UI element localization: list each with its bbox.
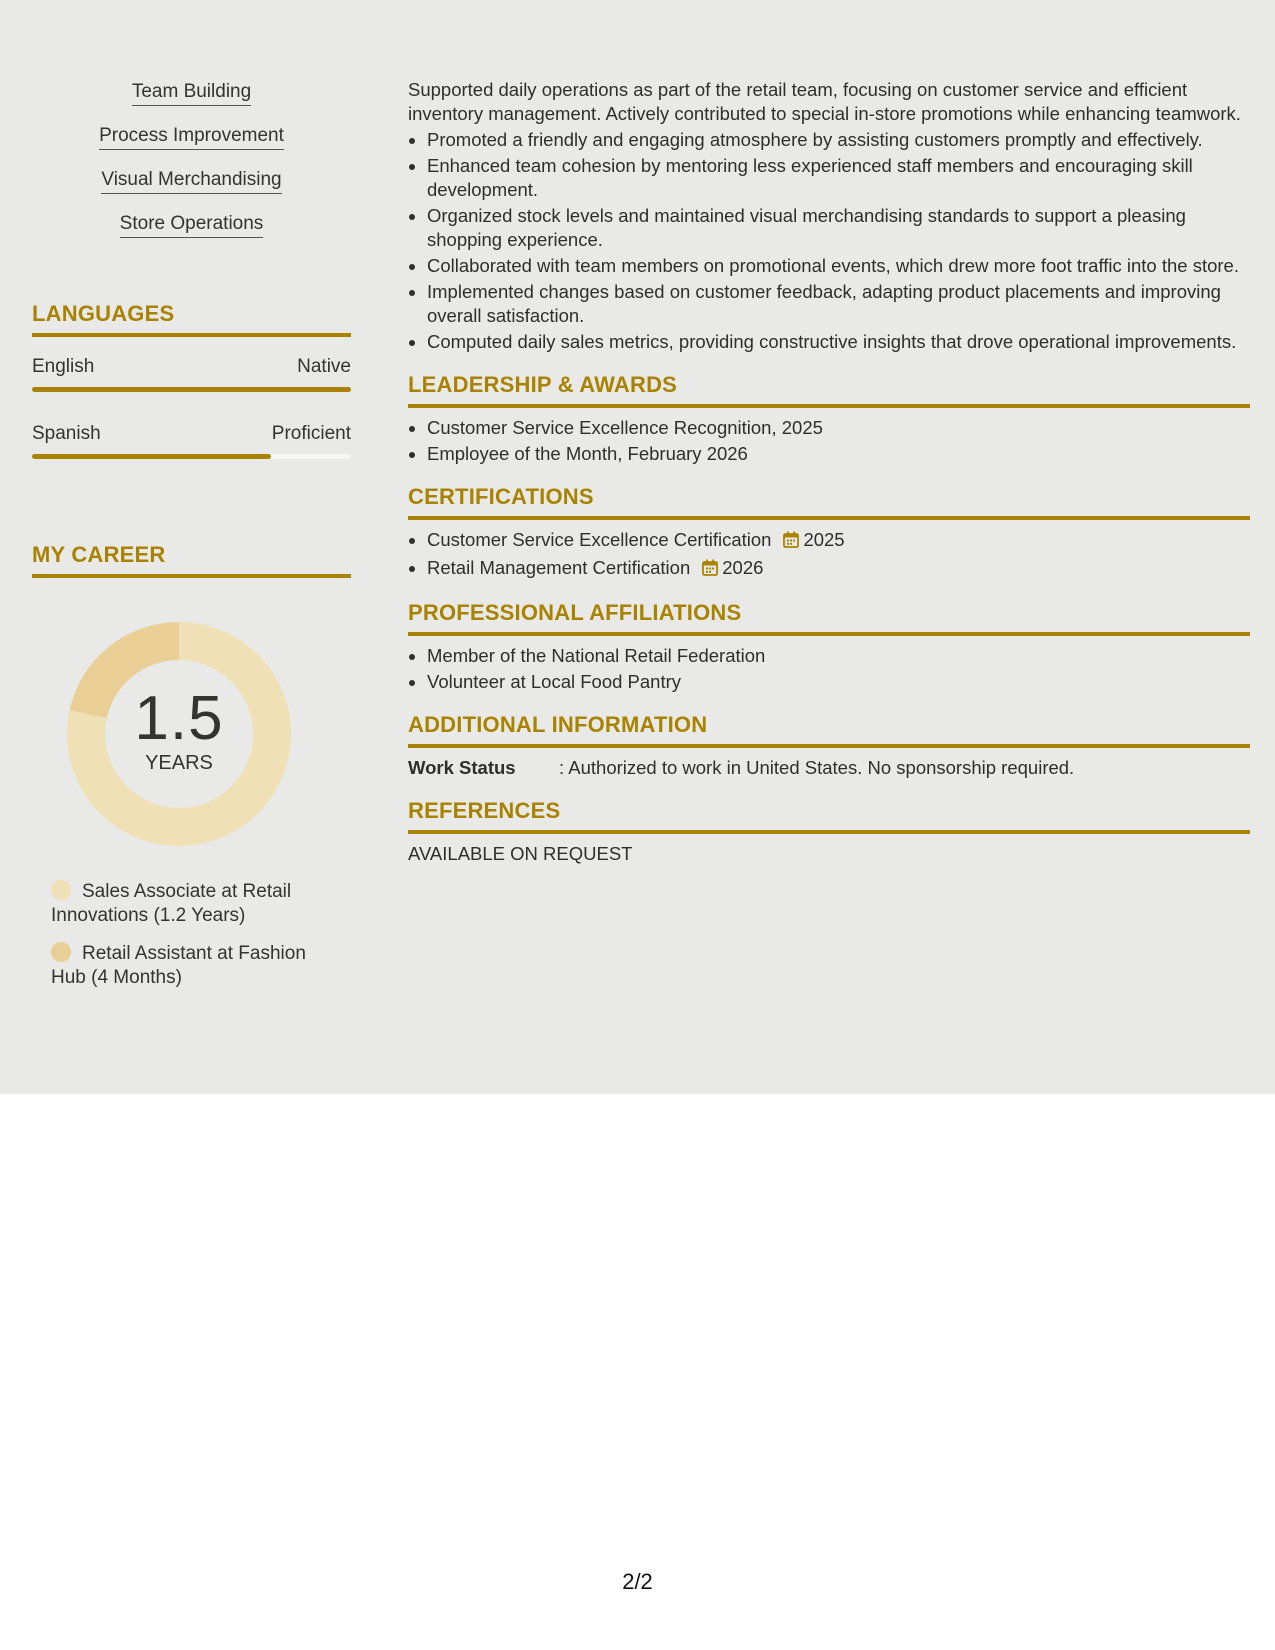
affiliations-section (408, 600, 1250, 694)
section-divider (408, 516, 1250, 520)
additional-info-heading: ADDITIONAL INFORMATION (408, 712, 708, 737)
certifications-list (408, 528, 1250, 582)
references-heading: REFERENCES (408, 798, 561, 823)
page-number: 2/2 (622, 1569, 653, 1594)
legend-item (51, 880, 331, 928)
additional-info-section (408, 712, 1250, 780)
skill-item: Team Building (132, 80, 251, 106)
legend-swatch (51, 942, 71, 962)
certifications-section (408, 484, 1250, 582)
legend-label: Sales Associate at Retail Innovations (1.2 Years) (51, 881, 292, 926)
section-divider (408, 632, 1250, 636)
work-status-row (408, 756, 1250, 780)
calendar-icon (783, 530, 799, 554)
career-years-label: YEARS (145, 752, 213, 774)
experience-bullet: • Computed daily sales metrics, providing constructive insights that drove operational improvements. (427, 330, 1250, 354)
languages-section (32, 301, 351, 337)
language-name: English (32, 356, 95, 377)
award-item: • Employee of the Month, February 2026 (427, 442, 1250, 466)
language-level: Proficient (271, 423, 351, 444)
skill-item: Process Improvement (99, 124, 284, 150)
certification-year: 2025 (803, 529, 845, 550)
certification-item (427, 528, 1250, 554)
career-donut-chart (66, 621, 292, 847)
experience-summary: Supported daily operations as part of the retail team, focusing on customer service and efficient inventory management. Actively contributed to special in-store promotions while enhancing teamwork. (408, 79, 1241, 124)
work-status-value: : Authorized to work in United States. No sponsorship required. (559, 757, 1075, 778)
awards-section (408, 372, 1250, 466)
certification-item (427, 556, 1250, 582)
skills-list (32, 80, 351, 256)
legend-label: Retail Assistant at Fashion Hub (4 Months) (51, 943, 306, 988)
experience-bullet: • Promoted a friendly and engaging atmosphere by assisting customers promptly and effectively. (427, 128, 1250, 152)
language-bar-track (32, 387, 351, 392)
skill-item: Store Operations (120, 212, 264, 238)
section-divider (408, 830, 1250, 834)
career-section (32, 542, 351, 578)
career-heading: MY CAREER (32, 542, 166, 567)
language-level: Native (297, 356, 351, 377)
certification-name: Retail Management Certification (427, 557, 691, 578)
language-bar-track (32, 454, 351, 459)
awards-heading: LEADERSHIP & AWARDS (408, 372, 678, 397)
affiliations-list (408, 644, 1250, 694)
experience-bullet: • Enhanced team cohesion by mentoring less experienced staff members and encouraging skill development. (427, 154, 1250, 202)
experience-bullet: • Implemented changes based on customer feedback, adapting product placements and improving overall satisfaction. (427, 280, 1250, 328)
references-section (408, 798, 1250, 866)
award-item: • Customer Service Excellence Recognition, 2025 (427, 416, 1250, 440)
section-divider (408, 744, 1250, 748)
right-column (408, 78, 1250, 866)
experience-bullet: • Organized stock levels and maintained visual merchandising standards to support a pleasing shopping experience. (427, 204, 1250, 252)
language-bar-fill (32, 387, 351, 392)
work-status-label: Work Status (408, 757, 516, 778)
affiliation-item: • Member of the National Retail Federation (427, 644, 1250, 668)
certifications-heading: CERTIFICATIONS (408, 484, 594, 509)
section-divider (32, 574, 351, 578)
language-name: Spanish (32, 423, 101, 444)
affiliations-heading: PROFESSIONAL AFFILIATIONS (408, 600, 742, 625)
section-divider (408, 404, 1250, 408)
references-text: AVAILABLE ON REQUEST (408, 843, 633, 864)
experience-bullets (408, 128, 1250, 354)
legend-swatch (51, 880, 71, 900)
calendar-icon (702, 558, 718, 582)
affiliation-item: • Volunteer at Local Food Pantry (427, 670, 1250, 694)
language-bar-fill (32, 454, 271, 459)
languages-heading: LANGUAGES (32, 301, 175, 326)
skill-item: Visual Merchandising (101, 168, 281, 194)
left-column (32, 80, 351, 988)
awards-list (408, 416, 1250, 466)
career-legend (51, 880, 331, 1004)
certification-name: Customer Service Excellence Certification (427, 529, 772, 550)
career-total-years: 1.5 (134, 684, 224, 753)
certification-year: 2026 (722, 557, 764, 578)
legend-item (51, 942, 331, 990)
section-divider (32, 333, 351, 337)
experience-bullet: • Collaborated with team members on promotional events, which drew more foot traffic into the store. (427, 254, 1250, 278)
